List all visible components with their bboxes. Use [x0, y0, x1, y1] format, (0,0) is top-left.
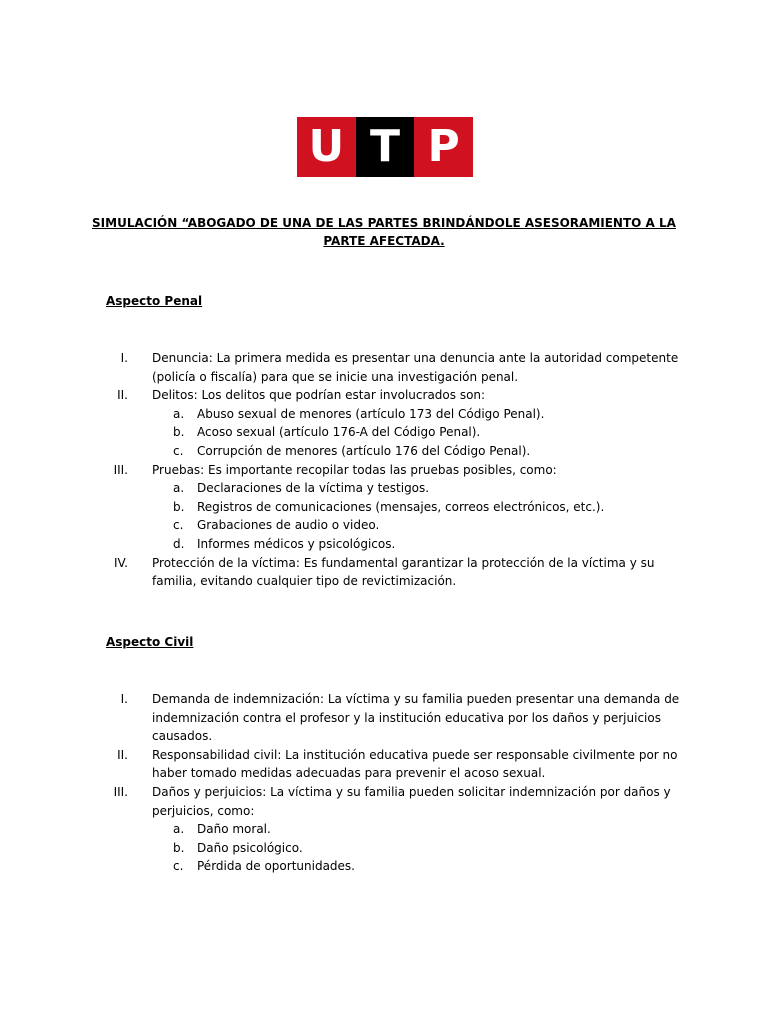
item-number: IV.	[113, 555, 128, 570]
subitem-text: Daño moral.	[197, 822, 271, 837]
penal-list	[106, 349, 686, 591]
subitem-letter: c.	[173, 518, 184, 533]
civil-item	[106, 746, 686, 783]
item-number: I.	[120, 351, 128, 365]
subitem-text: Corrupción de menores (artículo 176 del Código Penal).	[197, 443, 531, 458]
penal-heading: Aspecto Penal	[106, 294, 203, 308]
document-title: SIMULACIÓN “ABOGADO DE UNA DE LAS PARTES BRINDÁNDOLE ASESORAMIENTO A LA PARTE AFECTADA.	[92, 216, 676, 248]
item-number: I.	[120, 692, 128, 706]
item-number: II.	[117, 747, 128, 762]
item-text: Responsabilidad civil: La institución educativa puede ser responsable civilmente por no haber tomado medidas adecuadas para prevenir el acoso sexual.	[152, 747, 678, 781]
subitem-text: Abuso sexual de menores (artículo 173 del Código Penal).	[197, 406, 545, 421]
item-text: Protección de la víctima: Es fundamental garantizar la protección de la víctima y su familia, evitando cualquier tipo de revictimización.	[152, 555, 655, 589]
civil-heading: Aspecto Civil	[106, 635, 194, 649]
penal-subitem	[106, 535, 686, 554]
subitem-text: Daño psicológico.	[197, 840, 303, 855]
penal-subitem	[106, 516, 686, 535]
subitem-text: Declaraciones de la víctima y testigos.	[197, 481, 430, 496]
penal-subitem	[106, 442, 686, 461]
penal-item	[106, 386, 686, 405]
subitem-letter: c.	[173, 443, 184, 458]
item-text: Delitos: Los delitos que podrían estar involucrados son:	[152, 388, 486, 403]
item-number: III.	[113, 462, 128, 477]
civil-item	[106, 783, 686, 820]
penal-subitem	[106, 498, 686, 517]
item-text: Denuncia: La primera medida es presentar una denuncia ante la autoridad competente (policía o fiscalía) para que se inicie una investigación penal.	[152, 351, 679, 384]
subitem-letter: a.	[173, 822, 185, 837]
civil-list	[106, 690, 686, 876]
civil-subitem	[106, 839, 686, 858]
subitem-letter: b.	[173, 425, 185, 440]
subitem-letter: a.	[173, 406, 185, 421]
civil-subitem	[106, 857, 686, 876]
item-text: Pruebas: Es importante recopilar todas las pruebas posibles, como:	[152, 462, 557, 477]
subitem-text: Registros de comunicaciones (mensajes, correos electrónicos, etc.).	[197, 499, 605, 514]
penal-subitem	[106, 479, 686, 498]
subitem-text: Grabaciones de audio o video.	[197, 518, 380, 533]
civil-item	[106, 690, 686, 746]
subitem-letter: c.	[173, 859, 184, 874]
logo-letter-p: P	[414, 117, 473, 177]
penal-subitem	[106, 423, 686, 442]
item-number: II.	[117, 388, 128, 403]
penal-item	[106, 461, 686, 480]
penal-item	[106, 554, 686, 591]
item-text: Daños y perjuicios: La víctima y su familia pueden solicitar indemnización por daños y perjuicios, como:	[152, 784, 671, 818]
penal-item	[106, 349, 686, 386]
logo-letter-u: U	[297, 117, 356, 177]
utp-logo	[297, 117, 473, 177]
subitem-text: Acoso sexual (artículo 176-A del Código Penal).	[197, 425, 481, 440]
logo-letter-t: T	[356, 117, 415, 177]
subitem-text: Pérdida de oportunidades.	[197, 859, 355, 874]
subitem-letter: b.	[173, 840, 185, 855]
subitem-letter: d.	[173, 536, 185, 551]
penal-subitem	[106, 405, 686, 424]
item-number: III.	[113, 784, 128, 799]
subitem-letter: b.	[173, 499, 185, 514]
subitem-letter: a.	[173, 481, 185, 496]
subitem-text: Informes médicos y psicológicos.	[197, 536, 396, 551]
item-text: Demanda de indemnización: La víctima y su familia pueden presentar una demanda de indemnización contra el profesor y la institución educativa por los daños y perjuicios causados.	[152, 692, 680, 744]
civil-subitem	[106, 820, 686, 839]
